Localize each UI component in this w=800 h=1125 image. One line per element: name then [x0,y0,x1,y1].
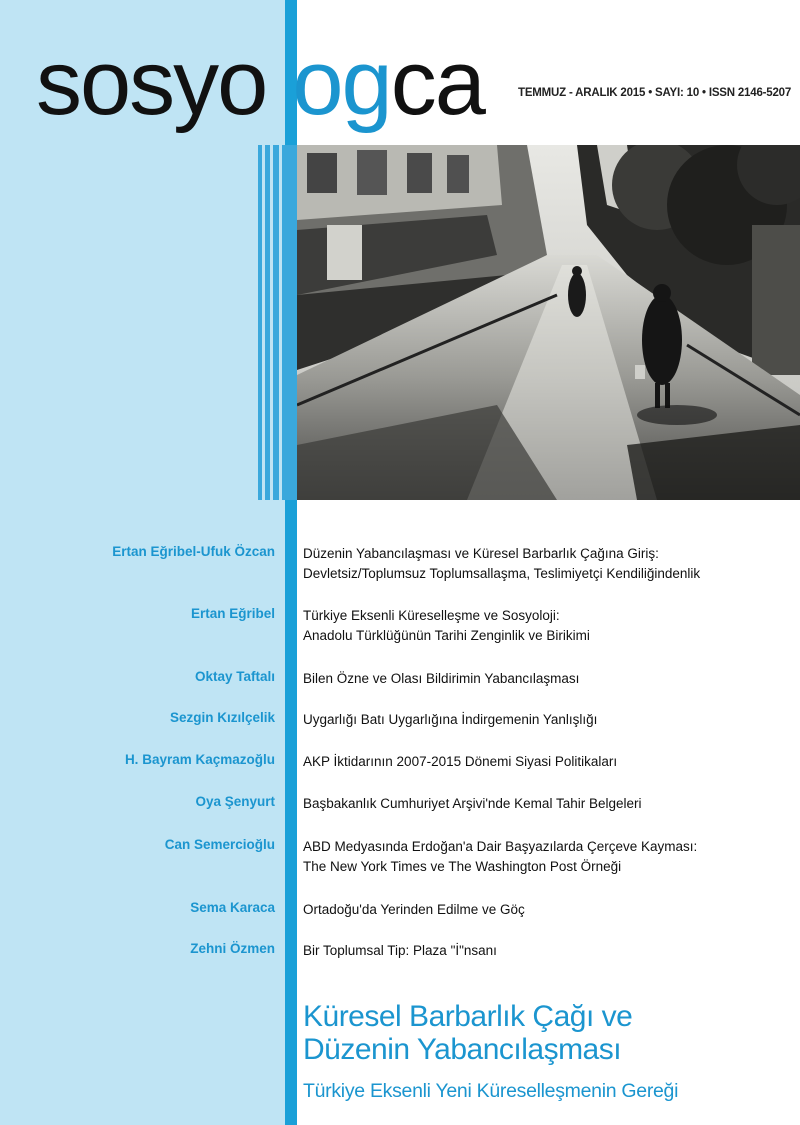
toc-title [303,544,795,584]
main-title-line: Küresel Barbarlık Çağı ve [303,1000,633,1033]
toc-author: Sema Karaca [190,900,275,915]
toc-author: Ertan Eğribel-Ufuk Özcan [112,544,275,559]
toc-author: Ertan Eğribel [190,606,275,621]
left-color-panel [0,0,285,1125]
toc-title [303,941,795,961]
toc-title [303,900,795,920]
toc-title [303,710,795,730]
journal-logo [36,28,556,138]
toc-title-line: Bir Toplumsal Tip: Plaza "İ"nsanı [303,943,497,958]
toc-author: Can Semercioğlu [164,837,275,852]
issue-main-title [303,1000,793,1066]
toc-title-line: Başbakanlık Cumhuriyet Arşivi'nde Kemal Tahir Belgeleri [303,796,642,811]
toc-title-line: Bilen Özne ve Olası Bildirimin Yabancılaşması [303,671,580,686]
issue-info: TEMMUZ - ARALIK 2015 • SAYI: 10 • ISSN 2146-5207 [518,87,792,99]
toc-title-line: Düzenin Yabancılaşması ve Küresel Barbarlık Çağına Giriş: [303,546,659,561]
toc-title-line: Anadolu Türklüğünün Tarihi Zenginlik ve Birikimi [303,628,590,643]
toc-title [303,837,795,877]
logo-part-sosyo: sosyo [36,32,267,134]
toc-title-line: AKP İktidarının 2007-2015 Dönemi Siyasi Politikaları [303,754,618,769]
toc-title-line: Türkiye Eksenli Küreselleşme ve Sosyoloji: [303,608,560,623]
toc-title-line: Ortadoğu'da Yerinden Edilme ve Göç [303,902,525,917]
toc-title-line: Uygarlığı Batı Uygarlığına İndirgemenin Yanlışlığı [303,712,598,727]
main-title-line: Düzenin Yabancılaşması [303,1033,622,1066]
toc-title [303,669,795,689]
logo-part-ca: ca [390,32,484,134]
toc-author: Sezgin Kızılçelik [169,710,275,725]
photo-edge-stripes [258,145,298,500]
toc-author: Oktay Taftalı [194,669,275,684]
toc-author: Zehni Özmen [190,941,275,956]
issue-subtitle: Türkiye Eksenli Yeni Küreselleşmenin Gereği [303,1080,679,1102]
toc-title-line: Devletsiz/Toplumsuz Toplumsallaşma, Teslimiyetçi Kendiliğindenlik [303,566,701,581]
toc-title [303,752,795,772]
logo-part-og: og [292,32,391,134]
toc-title [303,606,795,646]
street-photo-icon [297,145,800,500]
cover-photo [297,145,800,500]
toc-title [303,794,795,814]
toc-author: Oya Şenyurt [195,794,275,809]
toc-title-line: ABD Medyasında Erdoğan'a Dair Başyazılarda Çerçeve Kayması: [303,839,698,854]
toc-title-line: The New York Times ve The Washington Post Örneği [303,859,622,874]
toc-author: H. Bayram Kaçmazoğlu [124,752,275,767]
